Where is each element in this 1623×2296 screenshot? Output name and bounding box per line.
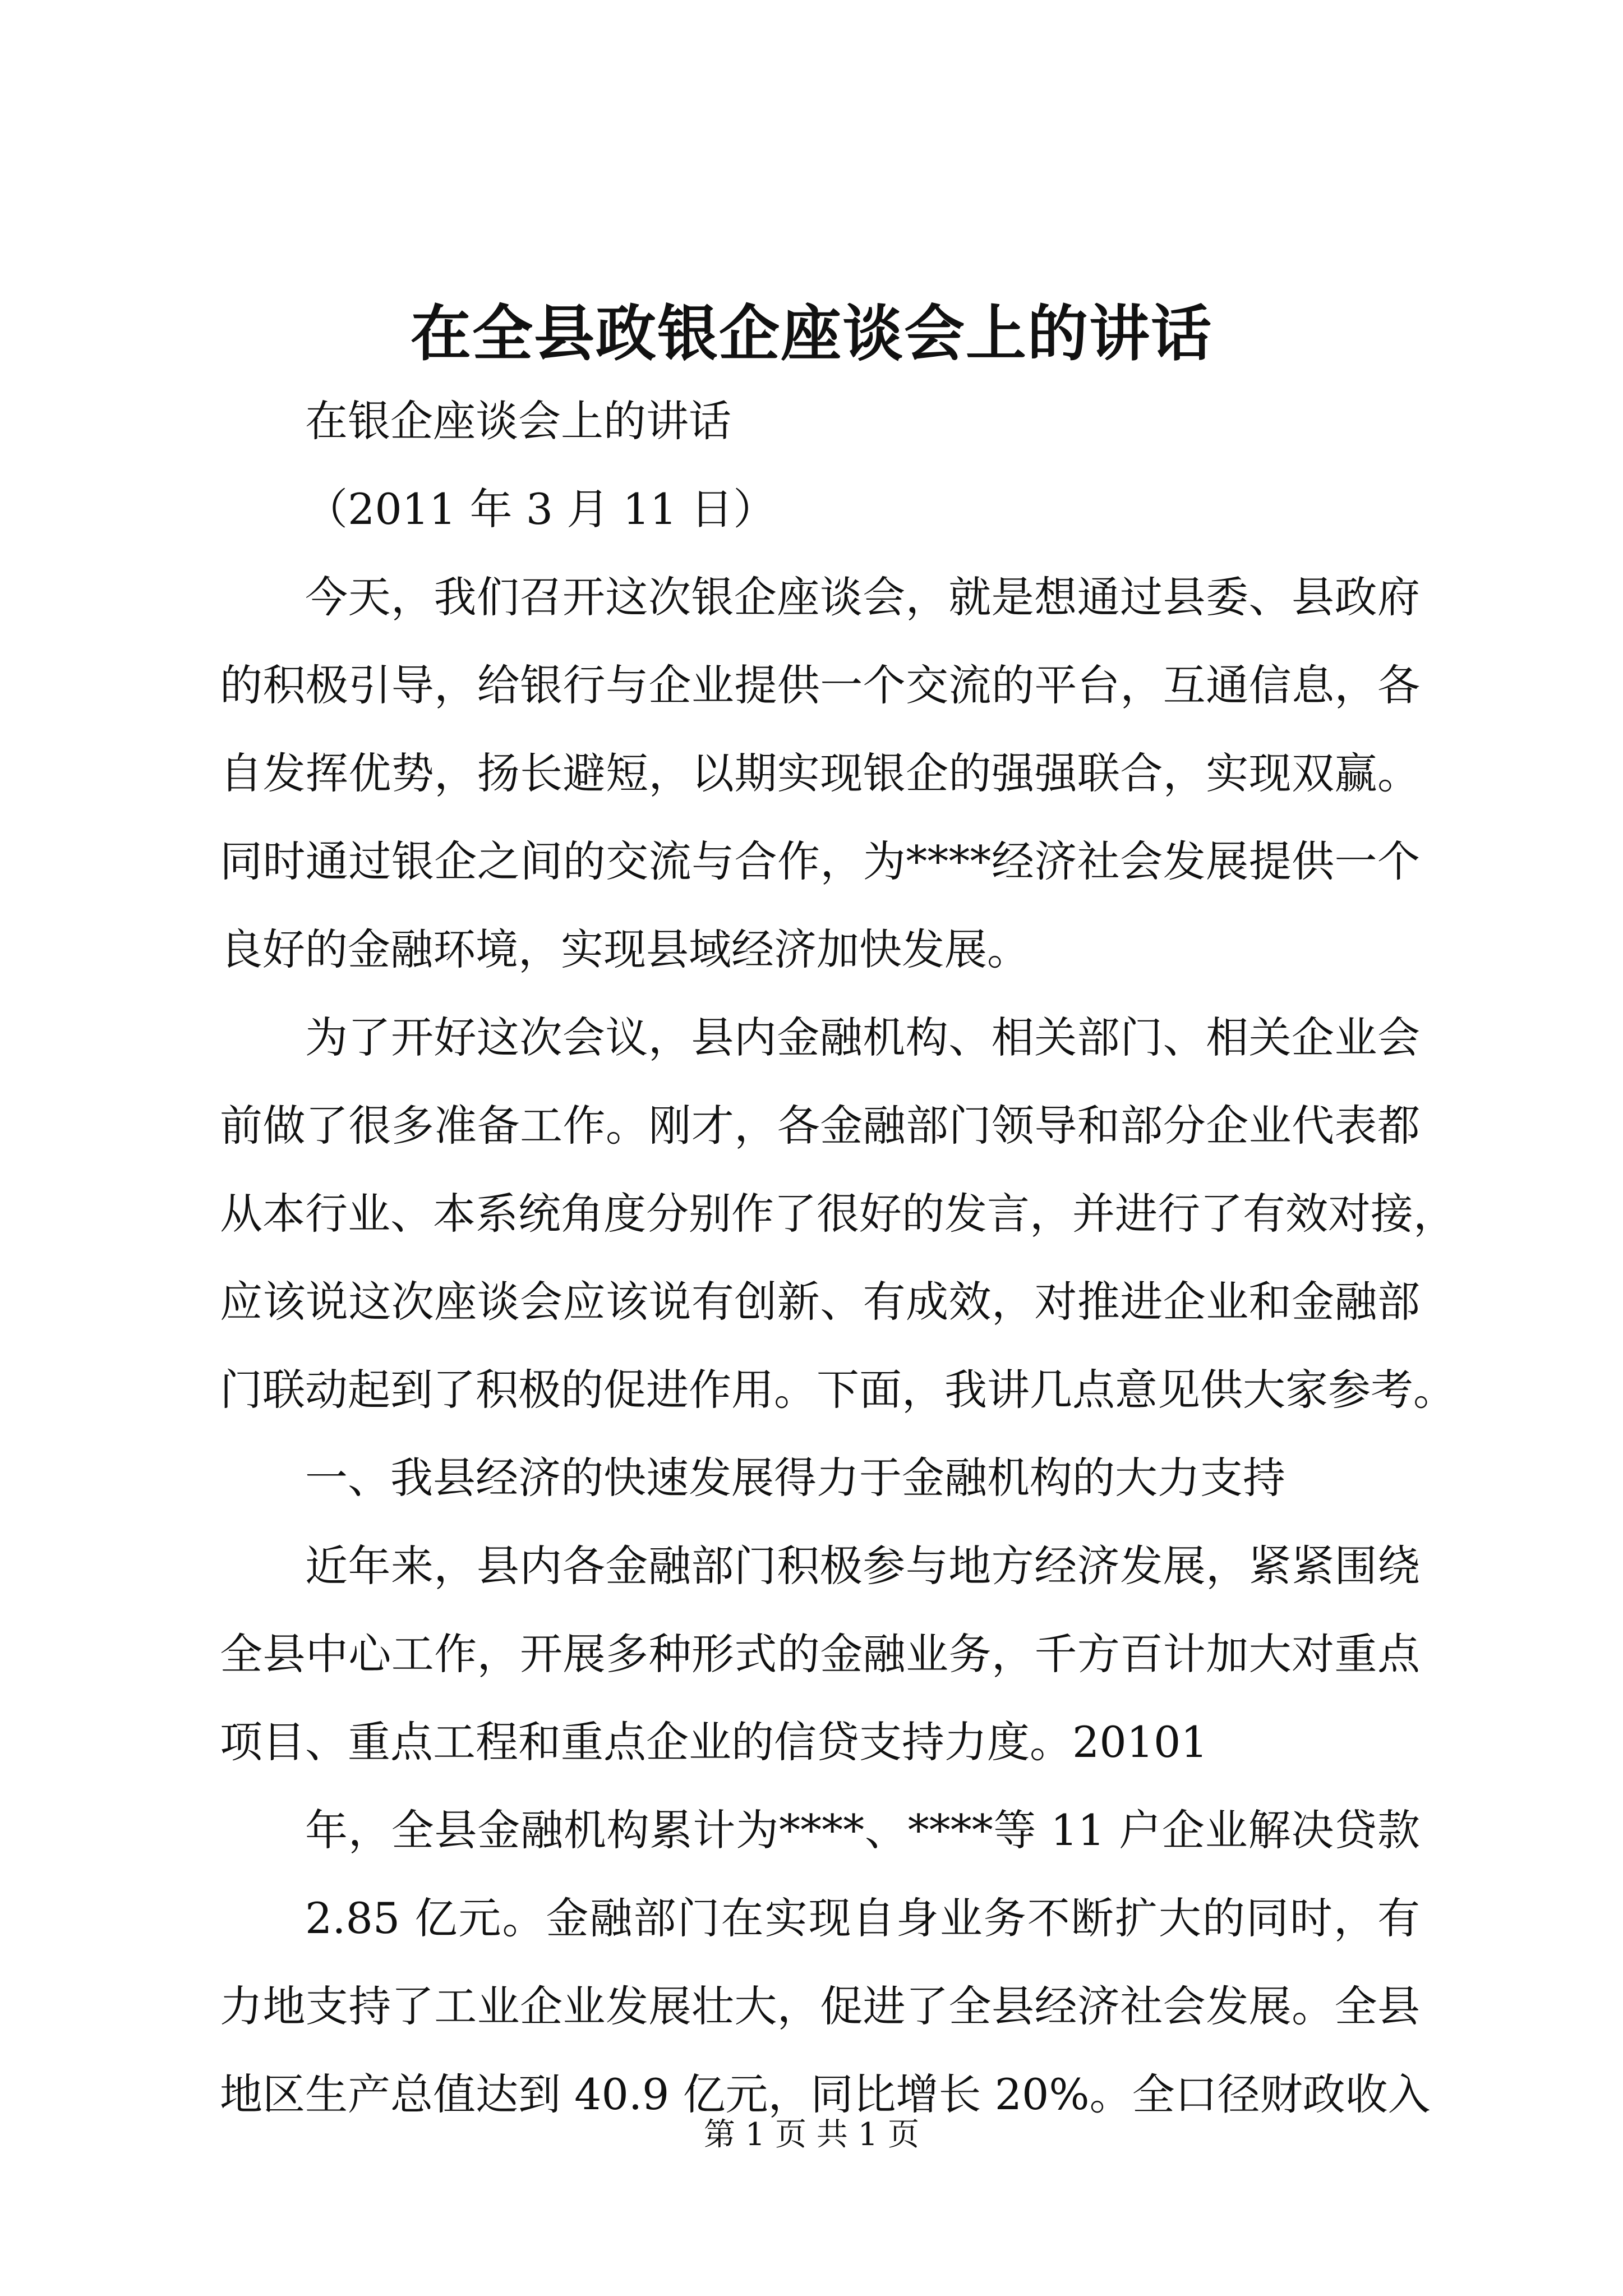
paragraph-line: 2.85 亿元。金融部门在实现自身业务不断扩大的同时，有 bbox=[305, 1893, 1420, 1943]
paragraph-line: 同时通过银企之间的交流与合作，为****经济社会发展提供一个 bbox=[220, 836, 1420, 886]
document-title: 在全县政银企座谈会上的讲话 bbox=[410, 298, 1212, 369]
date-line: （2011 年 3 月 11 日） bbox=[305, 484, 776, 534]
paragraph-line: 为了开好这次会议，县内金融机构、相关部门、相关企业会 bbox=[305, 1013, 1420, 1062]
paragraph-line: 前做了很多准备工作。刚才，各金融部门领导和部分企业代表都 bbox=[220, 1101, 1420, 1151]
paragraph-line: 自发挥优势，扬长避短，以期实现银企的强强联合，实现双赢。 bbox=[220, 748, 1420, 798]
paragraph-line: 门联动起到了积极的促进作用。下面，我讲几点意见供大家参考。 bbox=[220, 1365, 1456, 1415]
document-body bbox=[220, 377, 1456, 2138]
subtitle-line: 在银企座谈会上的讲话 bbox=[305, 396, 731, 446]
paragraph-line: 应该说这次座谈会应该说有创新、有成效，对推进企业和金融部 bbox=[220, 1277, 1420, 1327]
paragraph-line: 年，全县金融机构累计为****、****等 11 户企业解决贷款 bbox=[305, 1805, 1420, 1855]
paragraph-line: 全县中心工作，开展多种形式的金融业务，千方百计加大对重点 bbox=[220, 1629, 1420, 1679]
paragraph-line: 今天，我们召开这次银企座谈会，就是想通过县委、县政府 bbox=[305, 572, 1420, 622]
section-heading: 一、我县经济的快速发展得力于金融机构的大力支持 bbox=[305, 1453, 1285, 1503]
paragraph-line: 项目、重点工程和重点企业的信贷支持力度。20101 bbox=[220, 1717, 1208, 1767]
paragraph-line: 力地支持了工业企业发展壮大，促进了全县经济社会发展。全县 bbox=[220, 1981, 1420, 2031]
page-footer: 第 1 页 共 1 页 bbox=[703, 2116, 920, 2153]
paragraph-line: 地区生产总值达到 40.9 亿元，同比增长 20%。全口径财政收入 bbox=[220, 2069, 1431, 2119]
paragraph-line: 良好的金融环境，实现县域经济加快发展。 bbox=[220, 924, 1030, 974]
paragraph-line: 从本行业、本系统角度分别作了很好的发言，并进行了有效对接， bbox=[220, 1189, 1456, 1239]
paragraph-line: 近年来，县内各金融部门积极参与地方经济发展，紧紧围绕 bbox=[305, 1541, 1420, 1591]
paragraph-line: 的积极引导，给银行与企业提供一个交流的平台，互通信息，各 bbox=[220, 660, 1420, 710]
